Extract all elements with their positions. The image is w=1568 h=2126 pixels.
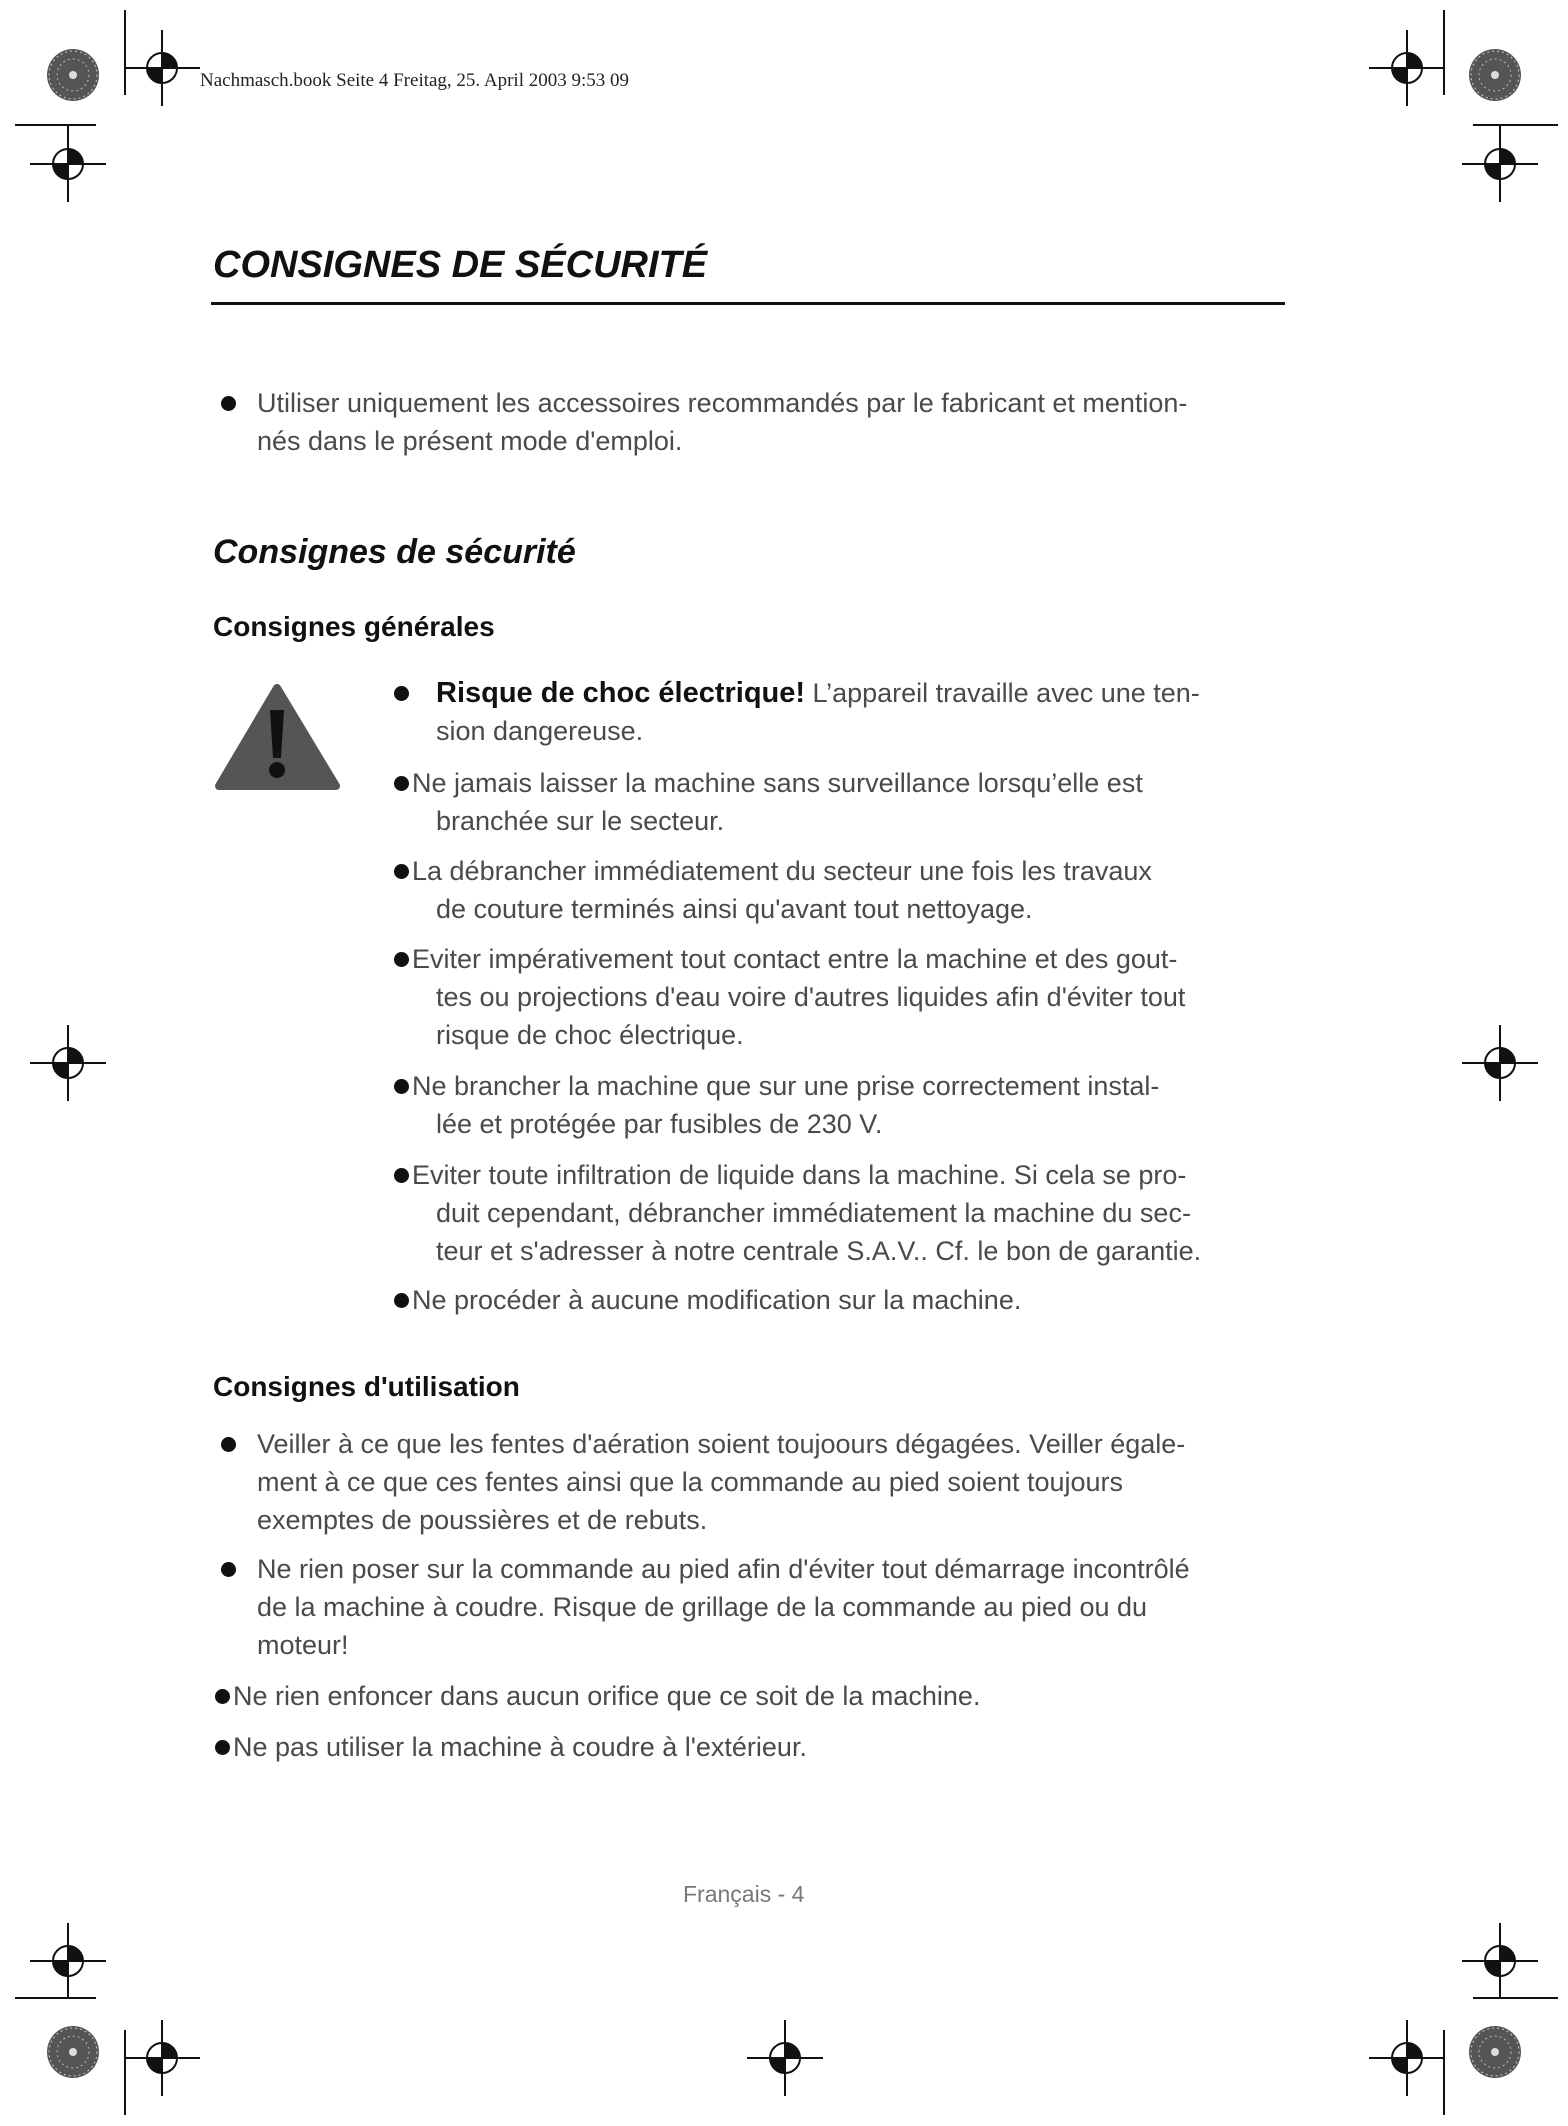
bullet-icon bbox=[215, 1689, 230, 1704]
list-item: Ne rien enfoncer dans aucun orifice que ce soit de la machine. bbox=[215, 1677, 980, 1715]
list-item: Eviter impérativement tout contact entre la machine et des gout- tes ou projections d'eau voire d'autres liquides afin d'éviter tout risque de choc électrique. bbox=[394, 940, 1185, 1054]
bullet-icon bbox=[394, 864, 409, 879]
bullet-icon bbox=[394, 1293, 409, 1308]
usage-heading: Consignes d'utilisation bbox=[213, 1371, 520, 1402]
intro-item: Utiliser uniquement les accessoires recommandés par le fabricant et mention- nés dans le présent mode d'emploi. bbox=[257, 384, 1187, 460]
general-heading: Consignes générales bbox=[213, 611, 495, 642]
list-item: Ne rien poser sur la commande au pied afin d'éviter tout démarrage incontrôlé de la machine à coudre. Risque de grillage de la commande au pied ou du moteur! bbox=[257, 1550, 1190, 1664]
list-item: Eviter toute infiltration de liquide dans la machine. Si cela se pro- duit cependant, débrancher immédiatement la machine du sec- teur et s'adresser à notre centrale S.A.V.. Cf. le bon de garantie. bbox=[394, 1156, 1201, 1270]
bullet-icon bbox=[221, 396, 236, 411]
title-underline bbox=[211, 302, 1285, 305]
list-item: Ne brancher la machine que sur une prise correctement instal- lée et protégée par fusibles de 230 V. bbox=[394, 1067, 1159, 1143]
list-item: La débrancher immédiatement du secteur une fois les travaux de couture terminés ainsi qu'avant tout nettoyage. bbox=[394, 852, 1152, 928]
print-slug: Nachmasch.book Seite 4 Freitag, 25. April 2003 9:53 09 bbox=[200, 70, 630, 91]
bullet-icon bbox=[394, 686, 409, 701]
list-item: Ne jamais laisser la machine sans surveillance lorsqu’elle est branchée sur le secteur. bbox=[394, 764, 1143, 840]
bullet-icon bbox=[394, 1168, 409, 1183]
bullet-icon bbox=[394, 776, 409, 791]
list-item: Ne pas utiliser la machine à coudre à l'extérieur. bbox=[215, 1728, 807, 1766]
page-footer: Français - 4 bbox=[683, 1881, 805, 1907]
bullet-icon bbox=[221, 1437, 236, 1452]
warning-icon bbox=[215, 684, 340, 792]
bullet-icon bbox=[215, 1740, 230, 1755]
section-title: Consignes de sécurité bbox=[213, 533, 576, 571]
list-item: Risque de choc électrique! L’appareil travaille avec une ten- sion dangereuse. bbox=[436, 674, 1200, 750]
bullet-icon bbox=[394, 1079, 409, 1094]
bullet-icon bbox=[394, 952, 409, 967]
list-item: Ne procéder à aucune modification sur la machine. bbox=[394, 1281, 1021, 1319]
bullet-icon bbox=[221, 1562, 236, 1577]
page-title: CONSIGNES DE SÉCURITÉ bbox=[213, 244, 708, 286]
list-item: Veiller à ce que les fentes d'aération soient toujoours dégagées. Veiller égale- ment à ce que ces fentes ainsi que la commande au pied soient toujours exemptes de poussières et de rebuts. bbox=[257, 1425, 1185, 1539]
